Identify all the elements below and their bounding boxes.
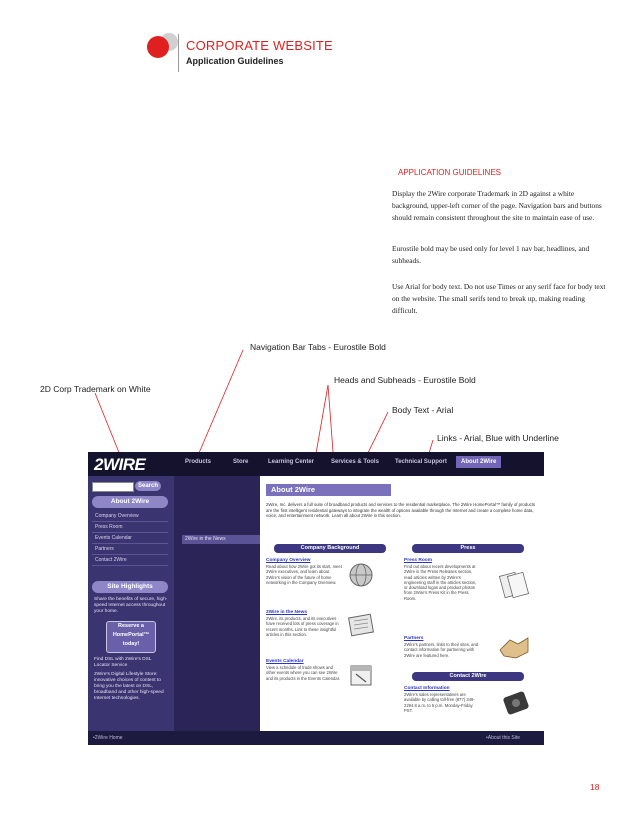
site-footer	[88, 731, 544, 745]
link-company-overview[interactable]: Company Overview	[266, 558, 311, 563]
guidelines-paragraph-1: Display the 2Wire corporate Trademark in 2D against a white background, upper-left corner of the page. Navigation bars and buttons should remain consistent throughout the site to maintain ease of use.	[392, 189, 602, 222]
sidebar-item-partners[interactable]: Partners	[92, 544, 168, 555]
blurb-partners: 2Wire's partners, links to their sites, and contact information for partnering with 2Wire are featured here.	[404, 642, 479, 658]
blurb-press-room: Find out about recent developments at 2Wire in the Press Releases section, read articles written by 2Wire's engineering staff in the articles section, or download logos and product photos from 2Wire's Press Kit in the Press Room.	[404, 564, 477, 601]
blurb-2wire-in-the-news: 2Wire, its products, and its executives have received lots of press coverage in recent months. Link to these insightful articles in this section.	[266, 616, 339, 637]
tab-services-tools[interactable]: Services & Tools	[331, 459, 379, 465]
line-nav-tabs	[196, 350, 243, 460]
footer-home-link[interactable]: •2Wire Home	[93, 735, 123, 741]
highlight-note-3[interactable]: 2Wire's Digital Lifestyle Store: innovative choices of content to bring you the latest on DSL, broadband and other high-speed Internet technologies.	[94, 672, 164, 701]
page-number: 18	[590, 782, 600, 792]
sidebar-item-contact[interactable]: Contact 2Wire	[92, 555, 168, 566]
breadcrumb[interactable]: 2Wire in the News	[182, 535, 261, 544]
link-events-calendar[interactable]: Events Calendar	[266, 659, 304, 664]
footer-about-site-link[interactable]: •About this Site	[486, 735, 520, 741]
tab-store[interactable]: Store	[233, 459, 249, 465]
main-intro-text: 2Wire, Inc. delivers a full suite of broadband products and services to the residential marketplace. The 2Wire HomePortal™ family of products are the first intelligent residential gateways to integrate the wealth of options available through the Internet and create a complete home data, voice, and entertainment network. Learn all about 2Wire in this section.	[266, 502, 536, 518]
guidelines-paragraph-3: Use Arial for body text. Do not use Times or any serif face for body text on the website. The small serifs tend to break up, making reading difficult.	[392, 282, 606, 315]
site-sidebar	[88, 476, 174, 731]
phone-icon	[500, 688, 532, 718]
newspaper-icon	[346, 610, 376, 640]
highlight-note-1: Share the benefits of secure, high-speed Internet access throughout your home.	[94, 597, 168, 614]
tab-products[interactable]: Products	[185, 459, 212, 465]
main-title: About 2Wire	[266, 484, 391, 496]
link-2wire-in-the-news[interactable]: 2Wire in the News	[266, 610, 308, 615]
tab-about-2wire[interactable]: About 2Wire	[456, 456, 501, 468]
globe-icon	[346, 560, 376, 590]
link-press-room[interactable]: Press Room	[404, 558, 432, 563]
section-company-background: Company Background	[274, 544, 386, 553]
header-title: CORPORATE WEBSITE	[186, 38, 333, 53]
callout-heads: Heads and Subheads - Eurostile Bold	[334, 375, 476, 385]
site-highlights-heading: Site Highlights	[92, 581, 168, 593]
callout-trademark: 2D Corp Trademark on White	[40, 384, 151, 394]
site-nav-bar	[88, 452, 544, 476]
sidebar-item-company-overview[interactable]: Company Overview	[92, 511, 168, 522]
link-partners[interactable]: Partners	[404, 636, 424, 641]
guidelines-paragraph-2: Eurostile bold may be used only for level 1 nav bar, headlines, and subheads.	[392, 244, 590, 265]
site-logo-text: 2WIRE	[94, 455, 146, 474]
callout-body-text: Body Text - Arial	[392, 405, 454, 415]
reserve-homeportal-button[interactable]: Reserve a HomePortal™ today!	[106, 621, 156, 653]
header-subtitle: Application Guidelines	[186, 56, 284, 66]
link-contact-information[interactable]: Contact Information	[404, 686, 450, 691]
blurb-events-calendar: View a schedule of trade shows and other events where you can see 2Wire and its products in the Events Calendar.	[266, 665, 341, 681]
tab-learning-center[interactable]: Learning Center	[268, 459, 315, 465]
search-input[interactable]	[92, 482, 134, 492]
blurb-contact-information: 2Wire's sales representatives are available by calling toll-free (877) 349-2294 8 a.m. to 5 p.m. Monday-Friday PST.	[404, 692, 475, 713]
handshake-icon	[496, 630, 532, 664]
section-press: Press	[412, 544, 524, 553]
site-logo[interactable]	[94, 455, 145, 475]
callout-nav-tabs: Navigation Bar Tabs - Eurostile Bold	[250, 342, 386, 352]
site-main-content	[260, 476, 544, 731]
callout-links: Links - Arial, Blue with Underline	[437, 433, 559, 443]
blurb-company-overview: Read about how 2Wire got its start, meet 2Wire executives, and learn about 2Wire's vision of the future of home networking in the Company Overview.	[266, 564, 342, 585]
documents-icon	[496, 566, 536, 606]
line-trademark	[95, 393, 122, 460]
calendar-icon	[346, 660, 376, 690]
sidebar-item-events-calendar[interactable]: Events Calendar	[92, 533, 168, 544]
highlight-note-2[interactable]: Find DSL with 2Wire's DSL Locator Service	[94, 657, 152, 668]
tab-technical-support[interactable]: Technical Support	[395, 459, 447, 465]
guidelines-heading: APPLICATION GUIDELINES	[398, 168, 501, 177]
section-contact-2wire: Contact 2Wire	[412, 672, 524, 681]
sidebar-item-press-room[interactable]: Press Room	[92, 522, 168, 533]
sidebar-heading: About 2Wire	[92, 496, 168, 508]
website-screenshot	[88, 452, 544, 745]
search-button[interactable]: Search	[135, 481, 161, 491]
